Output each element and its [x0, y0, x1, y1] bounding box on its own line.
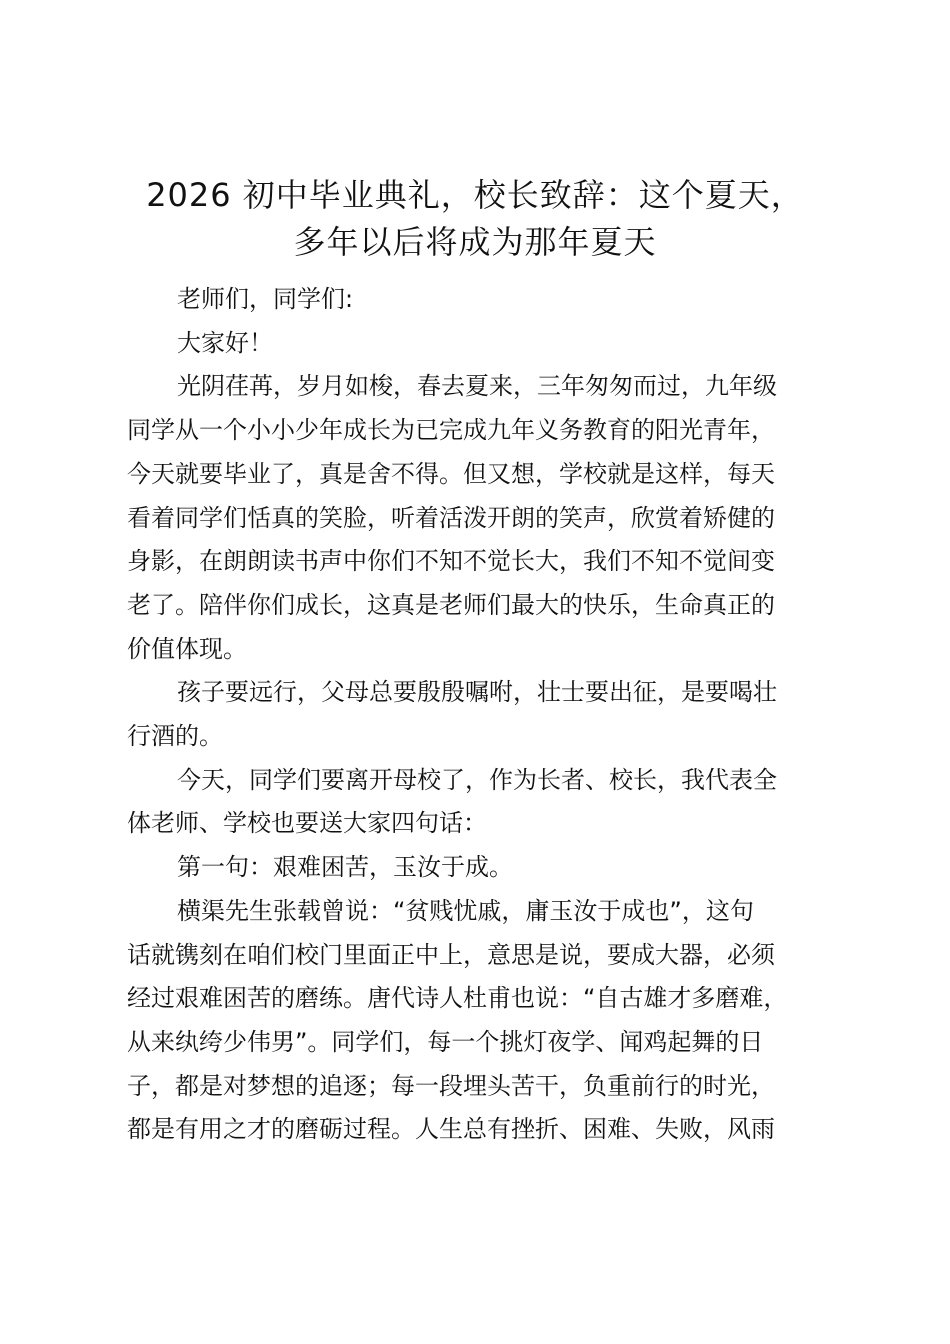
paragraph-salutation: [127, 278, 847, 322]
text-line: 从来纨绔少伟男”。同学们，每一个挑灯夜学、闻鸡起舞的日: [127, 1027, 764, 1056]
text-line: 横渠先生张载曾说：“贫贱忧戚，庸玉汝于成也”，这句: [177, 896, 754, 925]
text-line: 经过艰难困苦的磨练。唐代诗人杜甫也说：“自古雄才多磨难，: [127, 984, 788, 1013]
text-line: 话就镌刻在咱们校门里面正中上，意思是说，要成大器，必须: [127, 940, 775, 969]
text-line: 看着同学们恬真的笑脸，听着活泼开朗的笑声，欣赏着矫健的: [127, 503, 775, 532]
text-line: 子，都是对梦想的追逐；每一段埋头苦干，负重前行的时光，: [127, 1071, 775, 1100]
text-line: 同学从一个小小少年成长为已完成九年义务教育的阳光青年，: [127, 416, 775, 445]
paragraph-first-sentence: [127, 846, 847, 890]
text-line: 身影，在朗朗读书声中你们不知不觉长大，我们不知不觉间变: [127, 547, 775, 576]
text-line: 今天就要毕业了，真是舍不得。但又想，学校就是这样，每天: [127, 459, 775, 488]
text-line: 光阴荏苒，岁月如梭，春去夏来，三年匆匆而过，九年级: [177, 372, 777, 401]
document-title: [120, 172, 830, 266]
document-body: [127, 278, 847, 1152]
text-line: 第一句：艰难困苦，玉汝于成。: [177, 853, 513, 882]
text-line: 体老师、学校也要送大家四句话：: [127, 809, 487, 838]
text-line: 孩子要远行，父母总要殷殷嘱咐，壮士要出征，是要喝壮: [177, 678, 777, 707]
paragraph-four-sentences: [127, 759, 847, 846]
paragraph-greeting: [127, 322, 847, 366]
paragraph-farewell: [127, 671, 847, 758]
text-line: 价值体现。: [127, 634, 247, 663]
title-line-2: 多年以后将成为那年夏天: [293, 223, 657, 261]
text-line: 都是有用之才的磨砺过程。人生总有挫折、困难、失败，风雨: [127, 1115, 775, 1144]
text-line: 行酒的。: [127, 722, 223, 751]
text-line: 大家好！: [177, 328, 273, 357]
text-line: 今天，同学们要离开母校了，作为长者、校长，我代表全: [177, 765, 777, 794]
paragraph-time-passes: [127, 365, 847, 671]
text-line: 老师们，同学们:: [177, 285, 354, 313]
text-line: 老了。陪伴你们成长，这真是老师们最大的快乐，生命真正的: [127, 590, 775, 619]
title-line-1: 2026 初中毕业典礼，校长致辞：这个夏天，: [146, 176, 804, 214]
paragraph-zhang-zai: [127, 890, 847, 1152]
